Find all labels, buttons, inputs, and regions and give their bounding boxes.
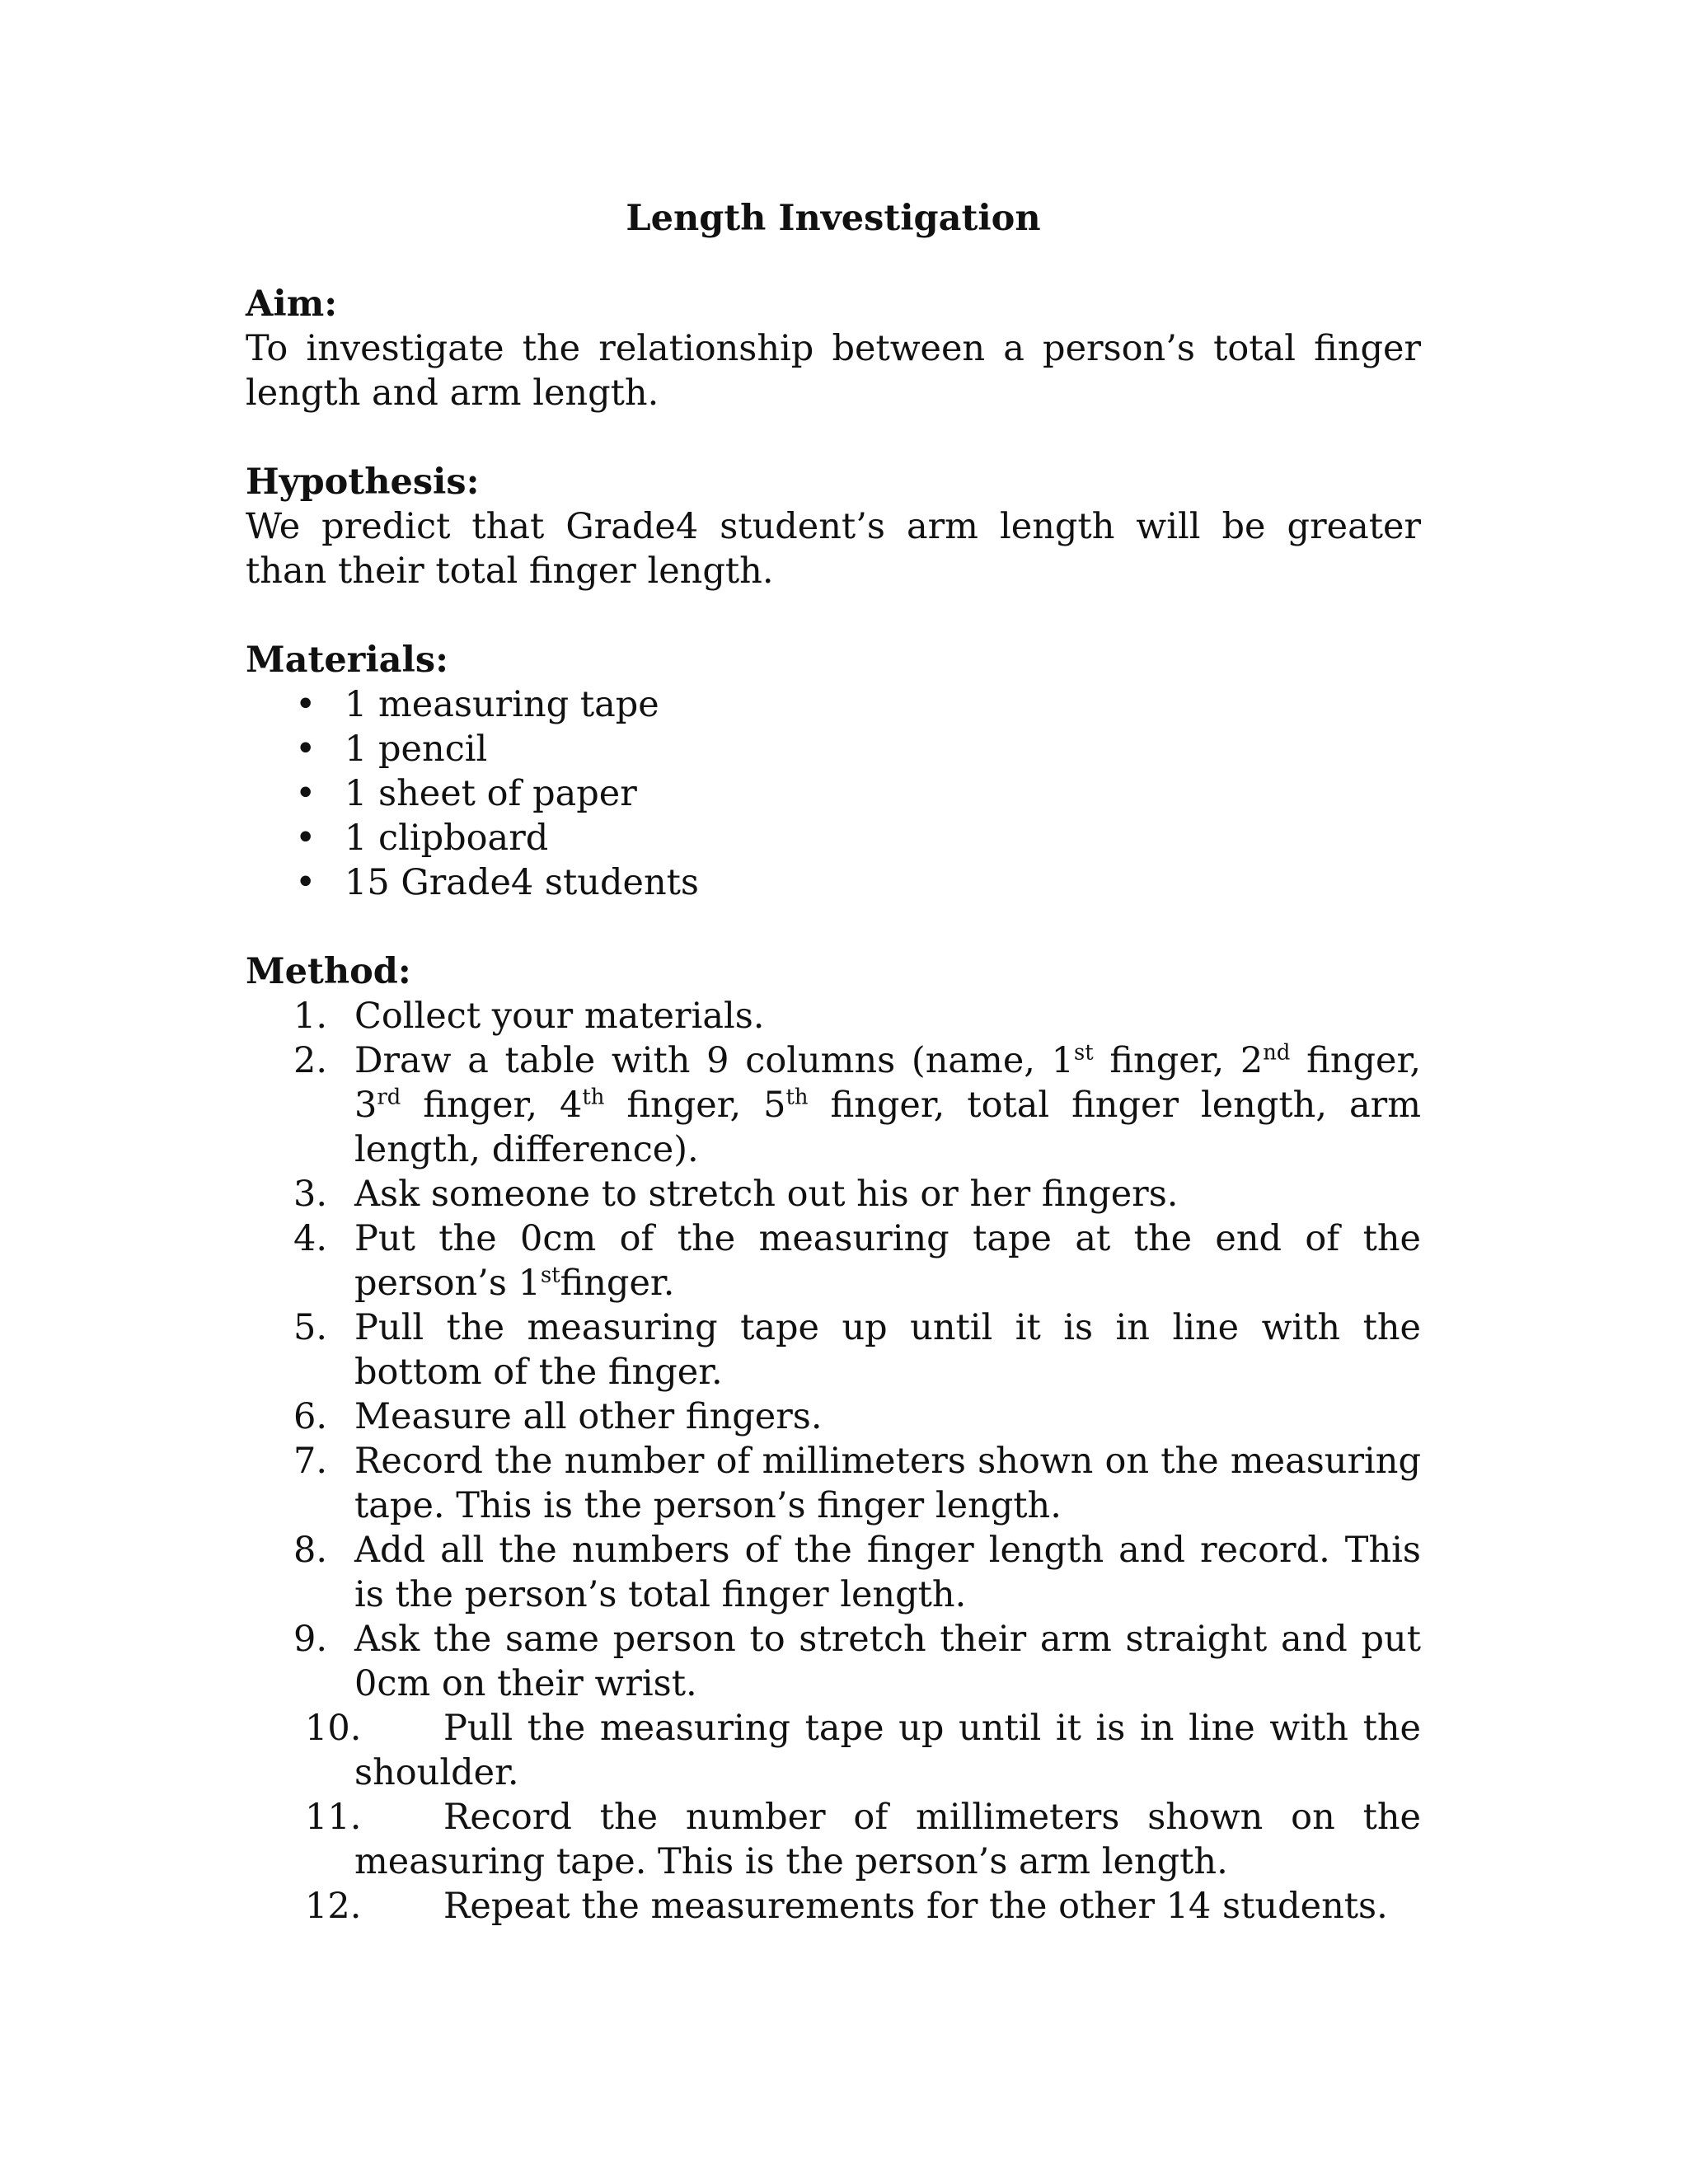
list-item — [246, 771, 1421, 816]
step-text: Add all the numbers of the finger length and record. This is the person’s total finger length. — [354, 1530, 1421, 1615]
materials-heading: Materials: — [246, 640, 448, 681]
materials-list — [246, 682, 1421, 905]
step-number: 12. — [305, 1886, 362, 1927]
aim-heading: Aim: — [246, 284, 338, 325]
bullet-icon: • — [295, 818, 316, 859]
material-pencil: 1 pencil — [345, 729, 488, 770]
list-item — [246, 860, 1421, 905]
method-step-7 — [246, 1439, 1421, 1528]
method-section — [246, 949, 1421, 1929]
hypothesis-text: We predict that Grade4 student’s arm length will be greater than their total finger length. — [246, 506, 1421, 592]
step-number: 1. — [293, 996, 328, 1037]
material-paper: 1 sheet of paper — [345, 773, 637, 814]
method-step-11 — [246, 1795, 1421, 1884]
page-title: Length Investigation — [626, 198, 1041, 239]
bullet-icon: • — [295, 862, 316, 903]
bullet-icon: • — [295, 684, 316, 725]
aim-text: To investigate the relationship between a person’s total finger length and arm length. — [246, 328, 1421, 414]
step-text: Record the number of millimeters shown on the measuring tape. This is the person’s arm length. — [354, 1797, 1421, 1882]
step-number: 10. — [305, 1708, 362, 1749]
method-step-5 — [246, 1305, 1421, 1394]
method-step-3 — [246, 1172, 1421, 1216]
material-students: 15 Grade4 students — [345, 862, 699, 903]
method-step-4 — [246, 1216, 1421, 1305]
method-heading: Method: — [246, 951, 411, 992]
step-text: Collect your materials. — [354, 996, 765, 1037]
list-item — [246, 682, 1421, 727]
bullet-icon: • — [295, 729, 316, 770]
step-text: Pull the measuring tape up until it is in line with the bottom of the finger. — [354, 1307, 1421, 1393]
step-number: 6. — [293, 1396, 328, 1437]
material-clipboard: 1 clipboard — [345, 818, 549, 859]
materials-section — [246, 638, 1421, 905]
material-measuring-tape: 1 measuring tape — [345, 684, 659, 725]
step-number: 8. — [293, 1530, 328, 1571]
step-number: 11. — [305, 1797, 362, 1838]
method-steps — [246, 994, 1421, 1929]
step-number: 5. — [293, 1307, 328, 1348]
step-number: 3. — [293, 1174, 328, 1215]
step-text: Record the number of millimeters shown on the measuring tape. This is the person’s finger length. — [354, 1441, 1421, 1526]
step-text: Ask someone to stretch out his or her fingers. — [354, 1174, 1179, 1215]
method-step-6 — [246, 1394, 1421, 1439]
step-text: Measure all other fingers. — [354, 1396, 823, 1437]
step-text: Draw a table with 9 columns (name, 1st finger, 2nd finger, 3rd finger, 4th finger, 5th finger, total finger length, arm length, difference). — [354, 1040, 1421, 1170]
step-number: 7. — [293, 1441, 328, 1482]
step-text: Ask the same person to stretch their arm straight and put 0cm on their wrist. — [354, 1619, 1421, 1704]
bullet-icon: • — [295, 773, 316, 814]
document-page — [246, 196, 1421, 1929]
list-item — [246, 816, 1421, 860]
step-text: Pull the measuring tape up until it is in line with the shoulder. — [354, 1708, 1421, 1793]
list-item — [246, 727, 1421, 771]
aim-section — [246, 282, 1421, 415]
step-text: Put the 0cm of the measuring tape at the end of the person’s 1stfinger. — [354, 1218, 1421, 1304]
method-step-8 — [246, 1528, 1421, 1617]
step-number: 9. — [293, 1619, 328, 1660]
step-text: Repeat the measurements for the other 14 students. — [443, 1886, 1388, 1927]
step-number: 4. — [293, 1218, 328, 1259]
method-step-2 — [246, 1038, 1421, 1172]
hypothesis-section — [246, 460, 1421, 593]
hypothesis-heading: Hypothesis: — [246, 462, 480, 503]
method-step-12 — [246, 1884, 1421, 1929]
step-number: 2. — [293, 1040, 328, 1081]
method-step-9 — [246, 1617, 1421, 1706]
method-step-10 — [246, 1706, 1421, 1795]
method-step-1 — [246, 994, 1421, 1038]
